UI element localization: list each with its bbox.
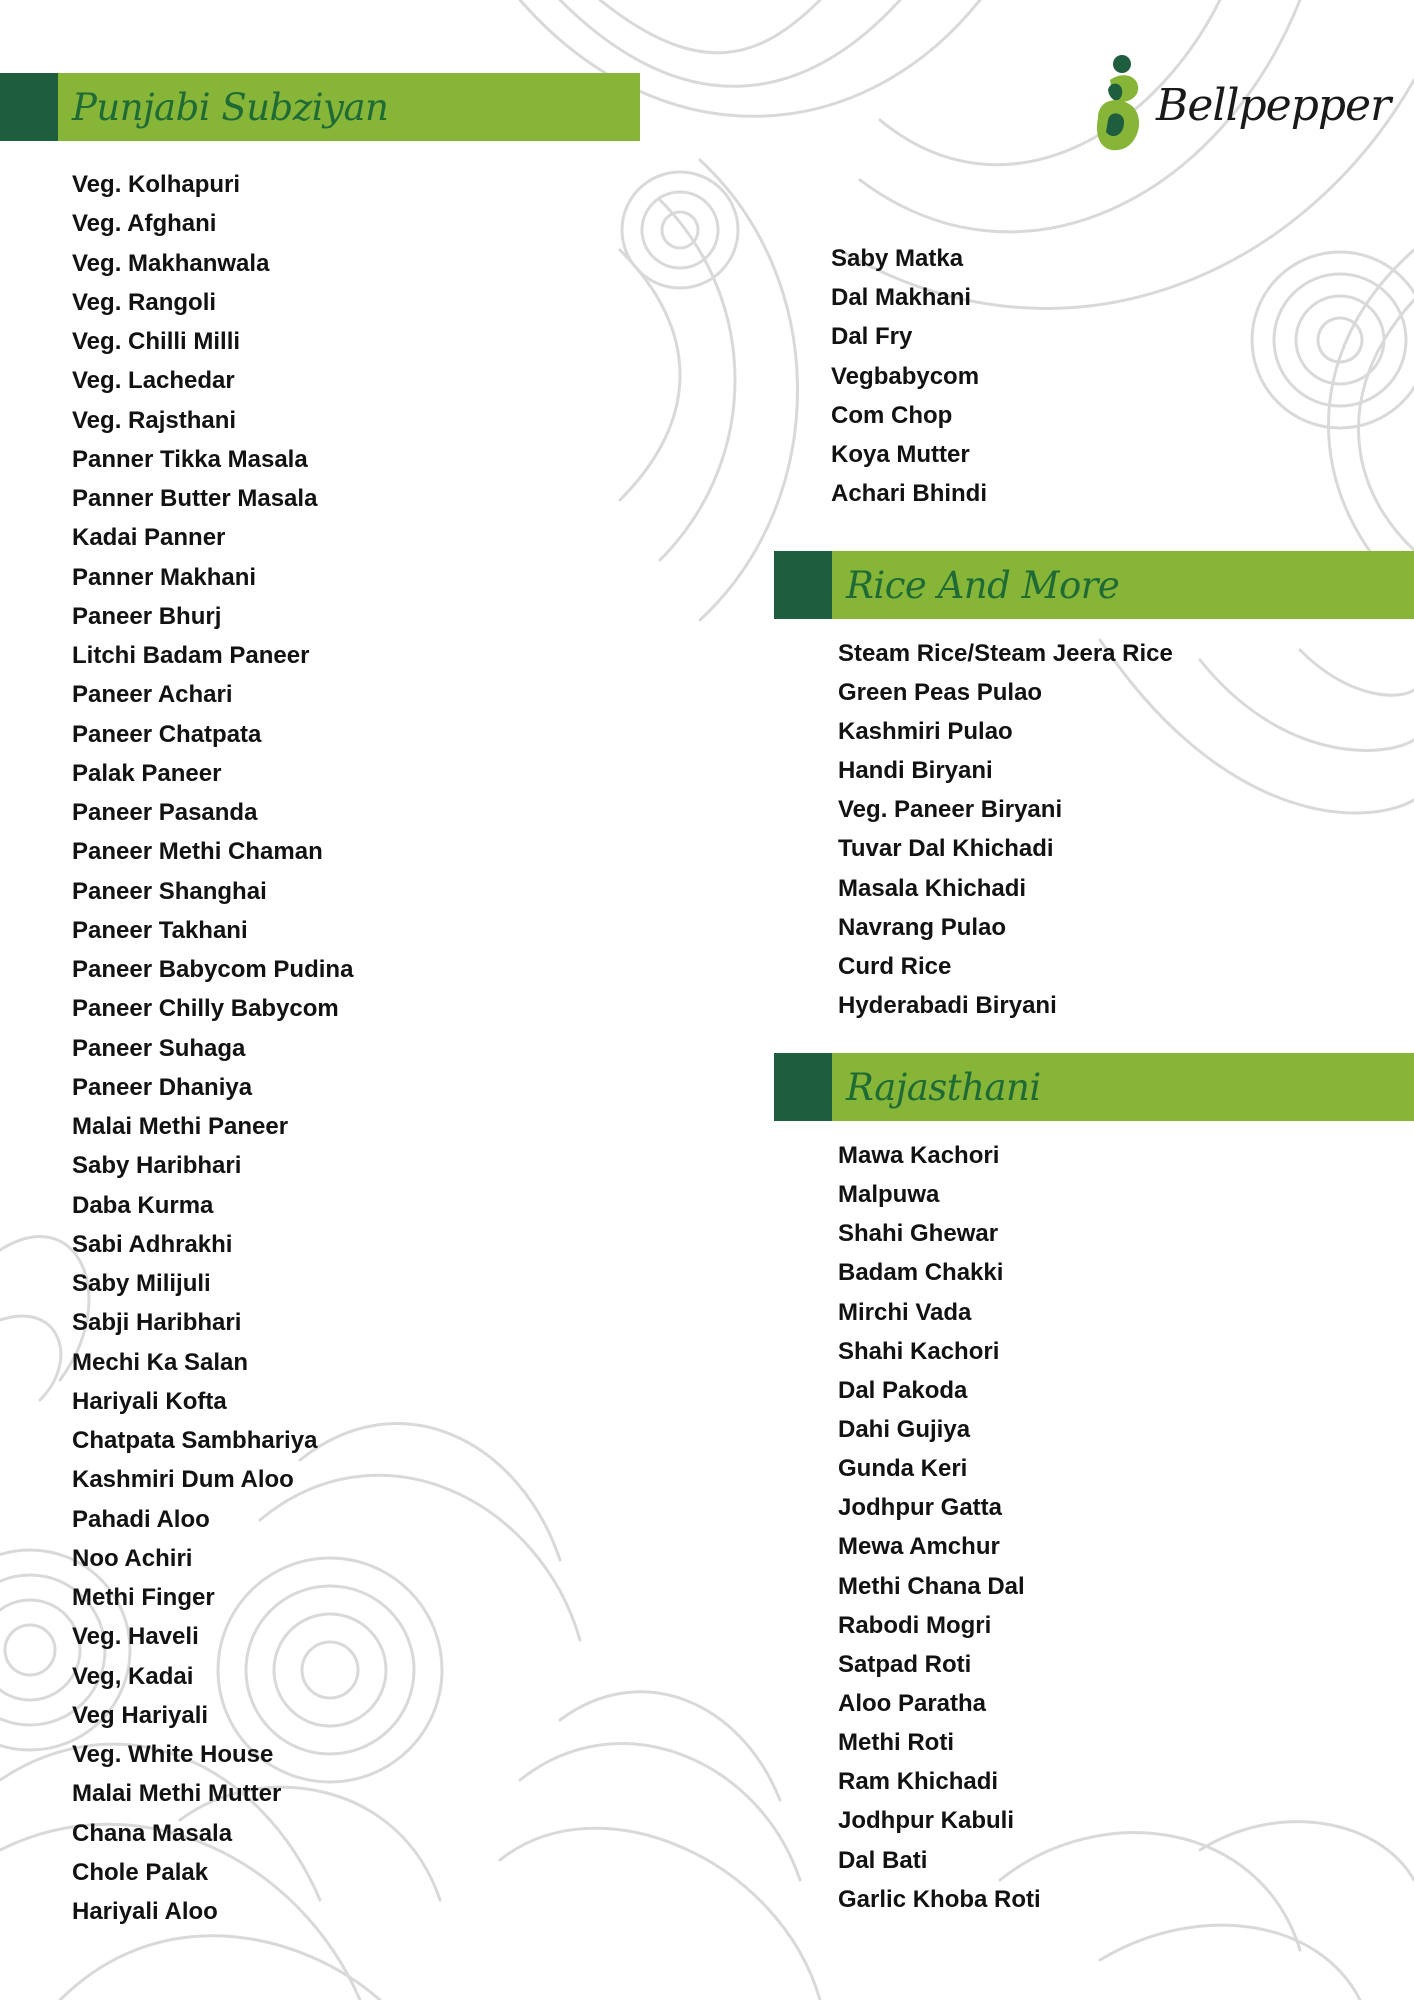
menu-item: Dahi Gujiya [838, 1415, 971, 1443]
heading-accent-block [774, 1053, 832, 1121]
menu-item: Paneer Chatpata [72, 720, 262, 748]
menu-item: Sabji Haribhari [72, 1309, 242, 1337]
menu-item: Malai Methi Mutter [72, 1780, 282, 1808]
menu-item: Shahi Ghewar [838, 1220, 999, 1248]
menu-item: Paneer Bhurj [72, 602, 222, 630]
heading-bar [832, 551, 1414, 619]
heading-bar [58, 73, 640, 141]
menu-item: Veg. Rajsthani [72, 406, 237, 434]
menu-item: Hyderabadi Biryani [838, 991, 1057, 1019]
menu-item: Saby Milijuli [72, 1270, 211, 1297]
menu-item: Steam Rice/Steam Jeera Rice [838, 640, 1173, 667]
menu-item: Sabi Adhrakhi [72, 1230, 233, 1258]
menu-item: Dal Makhani [831, 284, 972, 312]
menu-item: Kadai Panner [72, 524, 226, 552]
heading-bar [832, 1053, 1414, 1121]
menu-item: Paneer Takhani [72, 916, 248, 944]
menu-item: Paneer Chilly Babycom [72, 995, 339, 1023]
menu-item: Hariyali Kofta [72, 1387, 227, 1415]
menu-item: Handi Biryani [838, 757, 993, 785]
punjabi-list [72, 165, 353, 1931]
menu-item: Rabodi Mogri [838, 1611, 992, 1639]
menu-item: Mirchi Vada [838, 1298, 972, 1326]
menu-item: Vegbabycom [831, 362, 980, 390]
menu-item: Saby Matka [831, 245, 964, 272]
menu-item: Kashmiri Pulao [838, 718, 1013, 746]
menu-item: Paneer Pasanda [72, 799, 258, 826]
section-heading-punjabi [0, 73, 640, 141]
menu-item: Aloo Paratha [838, 1689, 987, 1717]
menu-item: Veg Hariyali [72, 1701, 209, 1729]
menu-item: Mewa Amchur [838, 1533, 1000, 1561]
menu-item: Achari Bhindi [831, 480, 988, 508]
heading-accent-block [774, 551, 832, 619]
menu-item: Koya Mutter [831, 440, 970, 468]
menu-item: Veg. White House [72, 1741, 274, 1768]
menu-item: Panner Makhani [72, 563, 257, 591]
menu-item: Veg. Makhanwala [72, 249, 270, 277]
section-title: Punjabi Subziyan [72, 85, 389, 129]
menu-item: Litchi Badam Paneer [72, 642, 310, 669]
menu-item: Chole Palak [72, 1858, 209, 1886]
menu-item: Daba Kurma [72, 1191, 214, 1219]
menu-item: Veg. Afghani [72, 210, 217, 238]
menu-item: Kashmiri Dum Aloo [72, 1466, 294, 1494]
menu-item: Malai Methi Paneer [72, 1113, 289, 1140]
section-title: Rajasthani [846, 1065, 1041, 1109]
menu-item: Dal Pakoda [838, 1376, 968, 1404]
menu-item: Dal Fry [831, 323, 913, 351]
menu-item: Veg. Paneer Biryani [838, 796, 1063, 824]
menu-item: Green Peas Pulao [838, 679, 1043, 707]
menu-item: Curd Rice [838, 952, 952, 980]
menu-item: Malpuwa [838, 1181, 940, 1209]
menu-item: Veg, Kadai [72, 1662, 194, 1690]
menu-item: Chatpata Sambhariya [72, 1427, 318, 1454]
menu-item: Palak Paneer [72, 759, 222, 787]
menu-item: Panner Butter Masala [72, 485, 318, 512]
menu-item: Masala Khichadi [838, 874, 1027, 902]
heading-accent-block [0, 73, 58, 141]
section-heading-rice [774, 551, 1414, 619]
menu-item: Jodhpur Gatta [838, 1494, 1003, 1522]
rice-list [838, 634, 1173, 1025]
bellpepper-logo [1080, 50, 1391, 170]
menu-item: Paneer Suhaga [72, 1034, 246, 1062]
menu-item: Methi Finger [72, 1584, 215, 1611]
menu-item: Paneer Babycom Pudina [72, 956, 354, 983]
menu-item: Mechi Ka Salan [72, 1348, 249, 1376]
menu-item: Veg. Lachedar [72, 367, 235, 395]
menu-item: Panner Tikka Masala [72, 445, 308, 473]
menu-item: Satpad Roti [838, 1650, 972, 1678]
menu-item: Veg. Chilli Milli [72, 328, 241, 355]
menu-item: Jodhpur Kabuli [838, 1807, 1014, 1835]
menu-item: Noo Achiri [72, 1544, 193, 1572]
menu-item: Saby Haribhari [72, 1152, 242, 1180]
menu-item: Hariyali Aloo [72, 1898, 218, 1925]
menu-item: Tuvar Dal Khichadi [838, 835, 1054, 863]
rajasthani-list [838, 1136, 1041, 1919]
menu-item: Pahadi Aloo [72, 1505, 210, 1533]
menu-item: Gunda Keri [838, 1455, 968, 1483]
menu-item: Methi Roti [838, 1729, 954, 1757]
menu-item: Ram Khichadi [838, 1768, 999, 1796]
section-heading-rajasthani [774, 1053, 1414, 1121]
menu-item: Com Chop [831, 401, 953, 429]
punjabi-list-continued [831, 239, 987, 513]
menu-item: Garlic Khoba Roti [838, 1885, 1041, 1913]
menu-item: Chana Masala [72, 1819, 233, 1847]
menu-item: Dal Bati [838, 1846, 928, 1874]
menu-item: Shahi Kachori [838, 1337, 1000, 1365]
menu-item: Mawa Kachori [838, 1142, 1000, 1169]
menu-item: Paneer Dhaniya [72, 1073, 253, 1101]
bellpepper-icon [1080, 50, 1160, 170]
menu-item: Methi Chana Dal [838, 1572, 1025, 1600]
menu-item: Paneer Shanghai [72, 877, 267, 905]
menu-item: Veg. Haveli [72, 1623, 199, 1651]
section-title: Rice And More [846, 563, 1120, 607]
brand-name: Bellpepper [1156, 80, 1391, 131]
menu-item: Veg. Kolhapuri [72, 171, 241, 198]
menu-item: Paneer Methi Chaman [72, 838, 323, 866]
menu-item: Veg. Rangoli [72, 288, 217, 316]
menu-item: Navrang Pulao [838, 913, 1007, 941]
menu-item: Paneer Achari [72, 681, 233, 709]
menu-item: Badam Chakki [838, 1259, 1004, 1287]
